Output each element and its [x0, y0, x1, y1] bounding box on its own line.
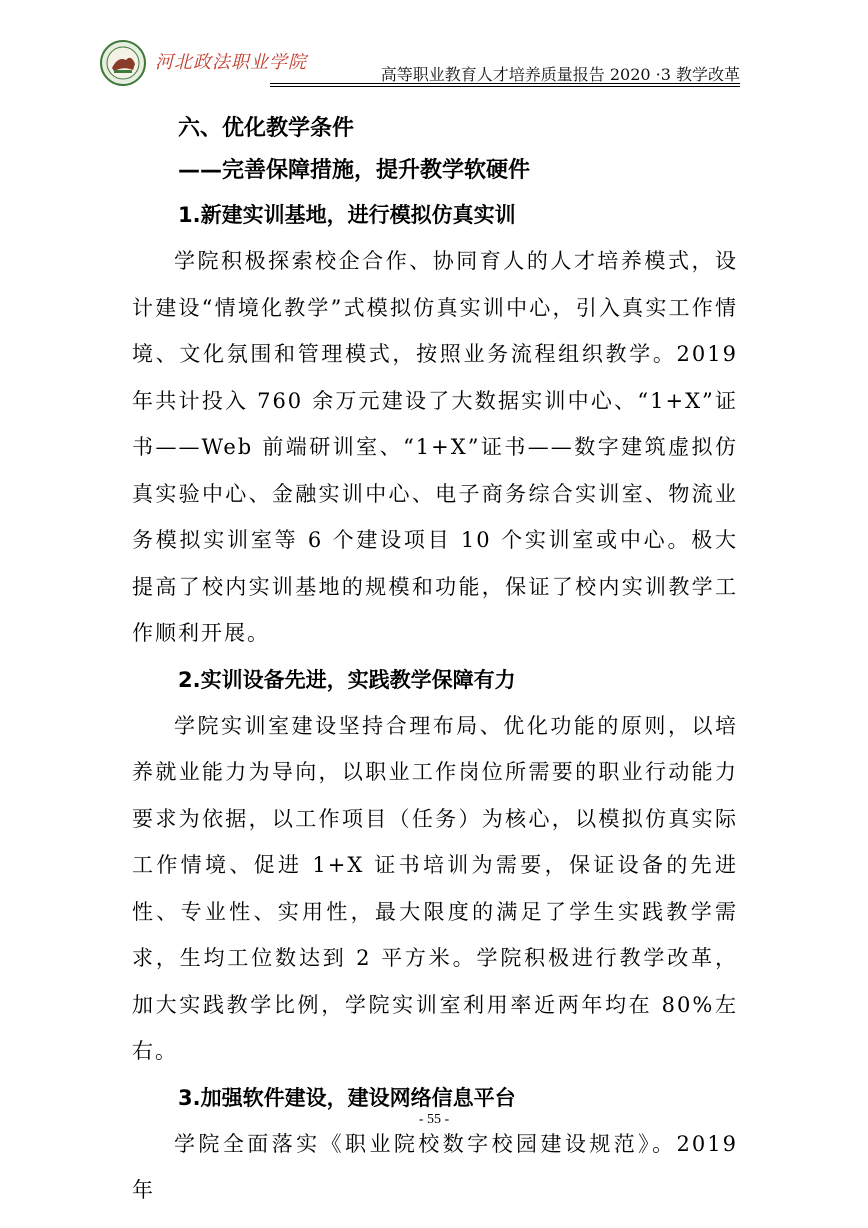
report-title: 高等职业教育人才培养质量报告 2020 ·3 教学改革 [380, 65, 740, 84]
subsection-heading-3: 3.加强软件建设，建设网络信息平台 [178, 1085, 516, 1110]
section-subtitle: ——完善保障措施，提升教学软硬件 [178, 158, 531, 183]
paragraph-2: 学院实训室建设坚持合理布局、优化功能的原则，以培养就业能力为导向，以职业工作岗位所需要的职业行动能力要求为依据，以工作项目（任务）为核心，以模拟仿真实际工作情境、促进 1+X 证书培训为需要，保证设备的先进性、专业性、实用性，最大限度的满足了学生实践教学需求，生均工位数达到 2 平方米。学院积极进行教学改革，加大实践教学比例，学院实训室利用率近两年均在 80%左右。 [132, 713, 738, 1063]
paragraph-3: 学院全面落实《职业院校数字校园建设规范》。2019 年 [132, 1131, 738, 1202]
page-number: - 55 - [418, 1112, 450, 1127]
header-rule [270, 83, 740, 84]
section-heading: 六、优化教学条件 [178, 116, 355, 141]
school-name: 河北政法职业学院 [155, 52, 307, 73]
school-logo [100, 40, 146, 86]
header-rule-thin [270, 86, 740, 87]
subsection-heading-2: 2.实训设备先进，实践教学保障有力 [178, 667, 516, 692]
document-body [132, 108, 738, 1214]
subsection-heading-1: 1.新建实训基地，进行模拟仿真实训 [178, 203, 516, 227]
paragraph-1: 学院积极探索校企合作、协同育人的人才培养模式，设计建设“情境化教学”式模拟仿真实训中心，引入真实工作情境、文化氛围和管理模式，按照业务流程组织教学。2019年共计投入 760 余万元建设了大数据实训中心、“1+X”证书——Web 前端研训室、“1+X”证书——数字建筑虚拟仿真实验中心、金融实训中心、电子商务综合实训室、物流业务模拟实训室等 6 个建设项目 10 个实训室或中心。极大提高了校内实训基地的规模和功能，保证了校内实训教学工作顺利开展。 [132, 249, 738, 645]
page-header [100, 40, 740, 86]
